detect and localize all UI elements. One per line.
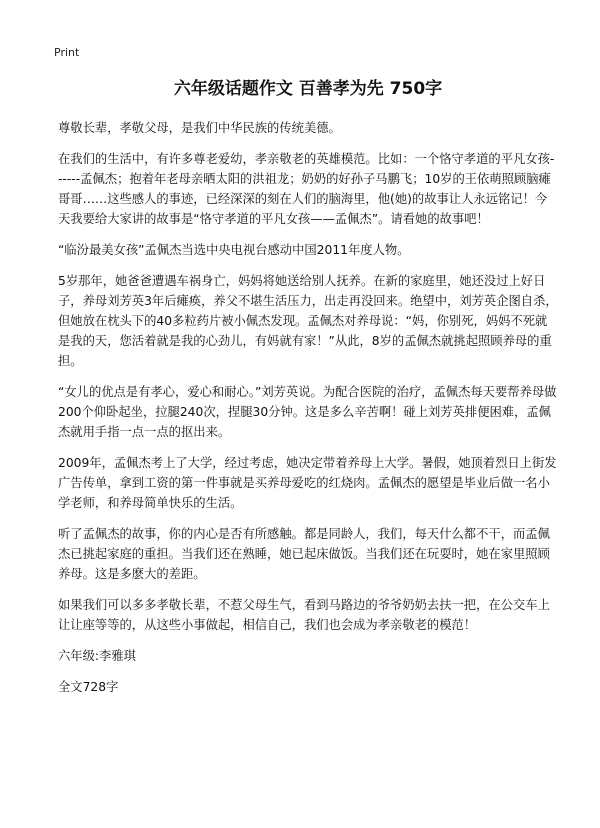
author-line: 六年级:李雅琪	[58, 649, 136, 663]
paragraph-examples: 在我们的生活中，有许多尊老爱幼，孝亲敬老的英雄模范。比如：一个恪守孝道的平凡女孩------孟佩杰；抱着年老母亲晒太阳的洪祖龙；奶奶的好孙子马鹏飞；10岁的王依萌照顾脑瘫哥哥……这些感人的事迹，已经深深的刻在人们的脑海里，他(她)的故事让人永远铭记！今天我要给大家讲的故事是“恪守孝道的平凡女孩——孟佩杰”。请看她的故事吧！	[58, 152, 555, 226]
print-link[interactable]: Print	[54, 46, 80, 59]
article	[58, 78, 558, 708]
article-title: 六年级话题作文 百善孝为先 750字	[173, 79, 443, 99]
paragraph-reflection: 听了孟佩杰的故事，你的内心是否有所感触。都是同龄人，我们，每天什么都不干，而孟佩杰已挑起家庭的重担。当我们还在熟睡，她已起床做饭。当我们还在玩耍时，她在家里照顾养母。这是多麽大的差距。	[58, 527, 550, 581]
paragraph-college: 2009年，孟佩杰考上了大学，经过考虑，她决定带着养母上大学。暑假，她顶着烈日上街发广告传单，拿到工资的第一件事就是买养母爱吃的红烧肉。孟佩杰的愿望是毕业后做一名小学老师，和养母简单快乐的生活。	[58, 456, 557, 510]
word-count: 全文728字	[58, 680, 119, 694]
paragraph-care: “女儿的优点是有孝心，爱心和耐心。”刘芳英说。为配合医院的治疗，孟佩杰每天要帮养母做200个仰卧起坐，拉腿240次，捏腿30分钟。这是多么辛苦啊！碰上刘芳英排便困难，孟佩杰就用手指一点一点的抠出来。	[58, 385, 557, 439]
paragraph-childhood: 5岁那年，她爸爸遭遇车祸身亡，妈妈将她送给别人抚养。在新的家庭里，她还没过上好日子，养母刘芳英3年后瘫痪，养父不堪生活压力，出走再没回来。绝望中，刘芳英企图自杀，但她放在枕头下的40多粒药片被小佩杰发现。孟佩杰对养母说：“妈，你别死，妈妈不死就是我的天，您活着就是我的心劲儿，有妈就有家！”从此，8岁的孟佩杰就挑起照顾养母的重担。	[58, 274, 558, 368]
paragraph-award: “临汾最美女孩”孟佩杰当选中央电视台感动中国2011年度人物。	[58, 243, 410, 257]
paragraph-conclusion: 如果我们可以多多孝敬长辈，不惹父母生气，看到马路边的爷爷奶奶去扶一把，在公交车上让让座等等的，从这些小事做起，相信自己，我们也会成为孝亲敬老的模范！	[58, 598, 550, 632]
paragraph-intro: 尊敬长辈，孝敬父母，是我们中华民族的传统美德。	[58, 121, 341, 135]
